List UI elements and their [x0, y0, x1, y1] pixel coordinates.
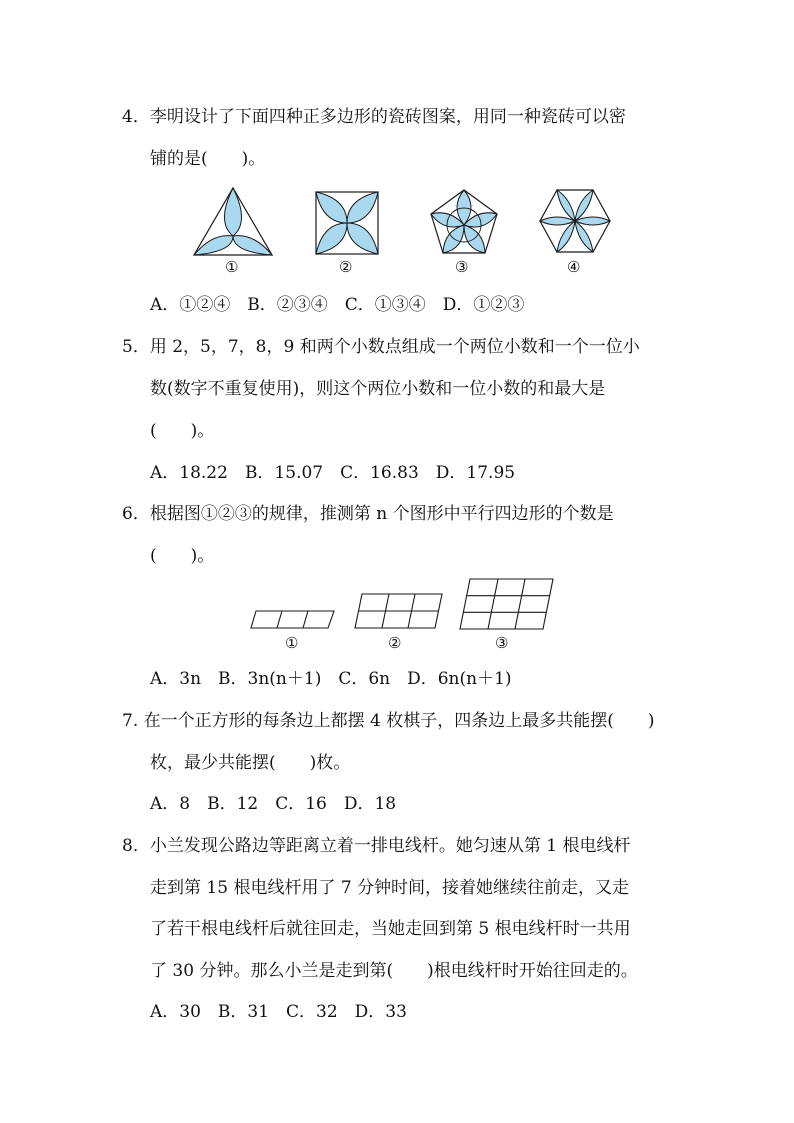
q8-options: A．30 B．31 C．32 D．33	[150, 1002, 407, 1022]
q8-line-3: 了若干根电线杆后就往回走，当她走回到第 5 根电线杆时一共用	[150, 919, 631, 939]
q4-figure-label-4: ④	[567, 258, 581, 276]
q7-line-2: 枚，最少共能摆( )枚。	[150, 753, 351, 773]
q4-figure-label-3: ③	[455, 258, 469, 276]
q6-figure-label-1: ①	[285, 634, 299, 652]
q4-line-1: 4．李明设计了下面四种正多边形的瓷砖图案，用同一种瓷砖可以密	[122, 107, 626, 127]
q6-figure-1-parallelograms	[250, 610, 336, 630]
q7-options: A．8 B．12 C．16 D．18	[150, 794, 397, 814]
q8-line-1: 8．小兰发现公路边等距离立着一排电线杆。她匀速从第 1 根电线杆	[122, 836, 631, 856]
q6-figure-label-3: ③	[495, 634, 509, 652]
q4-figure-pentagon	[428, 187, 500, 257]
q7-line-1: 7. 在一个正方形的每条边上都摆 4 枚棋子，四条边上最多共能摆( )	[122, 711, 655, 731]
q4-figure-label-1: ①	[225, 258, 239, 276]
q6-options: A．3n B．3n(n＋1) C．6n D．6n(n＋1)	[150, 669, 512, 689]
q6-line-2: ( )。	[150, 546, 215, 566]
q5-line-1: 5．用 2，5，7，8，9 和两个小数点组成一个两位小数和一个一位小	[122, 337, 640, 357]
q4-options: A．①②④ B．②③④ C．①③④ D．①②③	[150, 295, 525, 315]
q5-line-3: ( )。	[150, 421, 215, 441]
q6-figure-label-2: ②	[388, 634, 402, 652]
q6-line-1: 6．根据图①②③的规律，推测第 n 个图形中平行四边形的个数是	[122, 504, 614, 524]
q4-figure-hexagon	[538, 188, 612, 254]
q4-figure-label-2: ②	[339, 258, 353, 276]
q5-line-2: 数(数字不重复使用)，则这个两位小数和一位小数的和最大是	[150, 379, 606, 399]
q8-line-2: 走到第 15 根电线杆用了 7 分钟时间，接着她继续往前走，又走	[150, 878, 630, 898]
q4-line-2: 铺的是( )。	[150, 149, 266, 169]
q5-options: A．18.22 B．15.07 C．16.83 D．17.95	[150, 463, 516, 483]
q4-figure-square	[314, 190, 380, 256]
q6-figure-3-parallelograms	[459, 578, 555, 631]
q8-line-4: 了 30 分钟。那么小兰是走到第( )根电线杆时开始往回走的。	[150, 961, 638, 981]
q4-figure-triangle	[192, 186, 274, 258]
q6-figure-2-parallelograms	[354, 593, 444, 630]
